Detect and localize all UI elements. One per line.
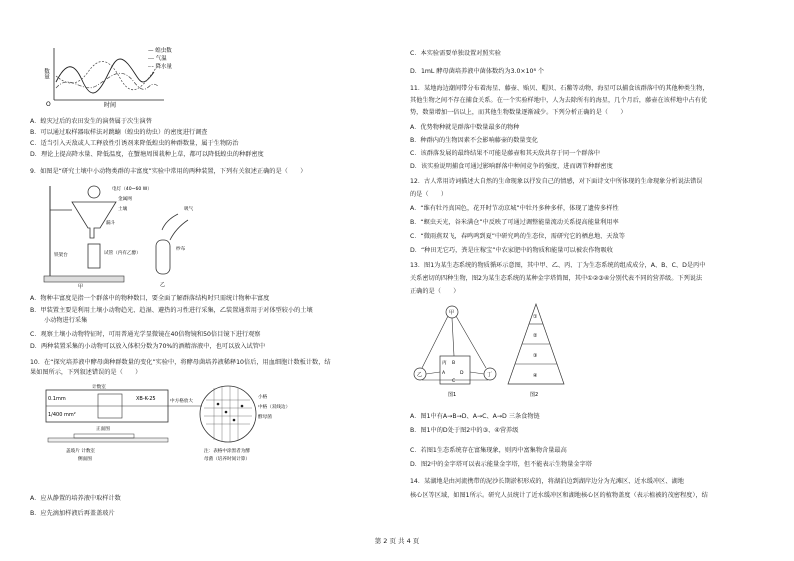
q11-option-a: A．优势物种就是群落中数量最多的物种 [410, 124, 520, 131]
pyramid-1: ① [533, 314, 538, 320]
node-ding: 丁 [487, 372, 493, 378]
q11-option-c: C．该群落发展的最终结果不可能是藤壶和其天敌共存于同一个群落中 [410, 150, 600, 157]
front-view-label: 正面图 [96, 427, 110, 432]
chart-ylabel: 数量 [43, 68, 49, 79]
label-gauze: 纱布 [176, 247, 186, 252]
inner-b: B [452, 361, 456, 366]
q9-stem: 9．如图是“研究土壤中小动物类群的丰富度”实验中常用的两种装置，下列有关叙述正确的是（ ） [30, 168, 307, 175]
label-lamp: 电灯（40~60 W） [112, 187, 152, 192]
q10-hemocytometer-figure [44, 380, 294, 466]
inner-a: A [442, 371, 446, 376]
q11-option-b: B．种群内的生物因素不会影响藤壶的数量变化 [410, 137, 538, 144]
q8-option-a: A．蝗灾过后的农田发生的演替属于次生演替 [30, 118, 152, 125]
label-mesh: 金属网 [118, 197, 132, 202]
q10-option-b: B．应先滴加样液后再盖盖玻片 [30, 510, 115, 517]
q8-line-chart [44, 42, 194, 108]
zoom-caption-1: 注：表格中涂黑者为酵 [204, 449, 250, 454]
label-stand: 铁架台 [54, 253, 68, 258]
node-yi: 乙 [417, 372, 423, 378]
caption-a: 甲 [78, 284, 84, 290]
q8-option-b: B．可以通过取样器取样法对跳蝻（蝗虫的幼虫）的密度进行调查 [30, 129, 208, 136]
q12-stem-1: 12．古人常用诗词描述大自然的生命现象以抒发自己的情感，对下面诗文中所体现的生命现象分析说法错误 [410, 178, 703, 185]
page-footer: 第 2 页 共 4 页 [374, 537, 420, 545]
q9-option-b-cont: 小动物进行采集 [44, 317, 88, 324]
q10-stem-cont: 果如图所示，下列叙述错误的是（ ） [30, 369, 142, 376]
label-soil: 土壤 [118, 207, 128, 212]
q10-option-a: A．应从静置的培养液中取样计数 [30, 495, 121, 502]
q13-stem-3: 正确的是（ ） [410, 288, 460, 295]
inner-d: D [460, 371, 464, 376]
zoom-label: 中方格放大 [170, 399, 193, 404]
q12-option-c: C．“微雨燕双飞，春鸣鸣到夏”中研究鸣的生态位，需研究它的栖息地、天敌等 [410, 233, 625, 240]
inner-c: C [452, 379, 456, 384]
caption-b: 乙 [160, 282, 166, 288]
q13-option-b: B．图1中的D处于图2中的③、④营养级 [410, 427, 519, 434]
q13-stem-2: 关系密切的四种生物，图2为某生态系统的某种金字塔简图，其中①②③④分别代表不同的营养级。下列说法 [410, 275, 703, 282]
q13-cycle-figure [412, 300, 592, 400]
q13-option-c: C．若图1生态系统存在富集现象，则丙中富集物含量最高 [410, 447, 567, 454]
q11-stem-3: 势，数量增加一倍以上，而其他生物数量逐渐减少。下列分析正确的是（ ） [410, 109, 627, 116]
q9-option-c: C．观察土壤小动物特征时，可用普通光学显微镜在40倍物镜和50倍目镜下进行观察 [30, 331, 261, 338]
q11-stem-1: 11．某地海边潮间带分布着海星、藤壶、贻贝、帽贝、石鳖等动物，海星可以捕食该群落中的其他种类生物， [410, 85, 709, 92]
board-depth: 0.1mm [48, 396, 66, 402]
label-medium-square: 中格（双线边） [258, 405, 291, 410]
temperature-curve [56, 61, 156, 89]
pyramid-3: ③ [533, 353, 538, 359]
legend-locust: — 蝗虫数 [148, 48, 172, 54]
label-small-square: 小格 [258, 395, 268, 400]
label-tube: 试管（内有乙醇） [104, 251, 141, 256]
q13-option-a: A．图1中有A→B→D、A→C、A→D 三条食物链 [410, 413, 540, 420]
label-funnel: 漏斗 [106, 221, 116, 226]
label-yeast: 酵母菌 [258, 415, 272, 420]
q13-stem-1: 13．图1为某生态系统的物质循环示意图，其中甲、乙、丙、丁为生态系统的组成成分，A、B、C、D是丙中 [410, 262, 706, 269]
board-model: XB-K-25 [136, 396, 156, 402]
fig2-caption: 图2 [530, 392, 539, 398]
q12-option-d: D．“种田无它巧，粪是庄稼宝”中农家肥中的物质和能量可以被农作物吸收 [410, 247, 613, 254]
q9-apparatus-figure [44, 180, 204, 288]
q13-option-d: D．图2中的金字塔可以表示能量金字塔，但不能表示生物量金字塔 [410, 461, 592, 468]
q12-option-a: A．“维有牡丹真国色，花开时节动京城”中牡丹多种多样，体现了遗传多样性 [410, 205, 619, 212]
q8-option-c: C．适当引入天敌或人工释放性引诱剂来降低蝗虫的种群数量，属于生物防治 [30, 140, 239, 147]
pyramid-2: ② [533, 333, 538, 339]
pyramid-4: ④ [533, 373, 538, 379]
side-caption-2: 侧面图 [78, 457, 92, 462]
q14-stem-2: 核心区等区域，如图1所示。研究人员统计了近水缓冲区和湖地核心区的植物盖度（表示植被的茂密程度），结 [410, 492, 708, 499]
label-suction: 吸气 [184, 207, 194, 212]
board-area: 1/400 mm² [48, 412, 76, 418]
board-label: 计数室 [92, 385, 106, 390]
chart-origin: O [46, 101, 51, 108]
q9-option-a: A．物种丰富度是指一个群落中的物种数目，要全面了解群落结构时只需统计物种丰富度 [30, 295, 270, 302]
q12-option-b: B．“螟虫天光，谷米满仓”中反映了可通过调整能量流动关系提高能量利用率 [410, 219, 619, 226]
fig1-caption: 图1 [448, 392, 457, 398]
q14-stem-1: 14．某湖地是由河流携带的泥沙长期淤积形成的，将湖泊边到湖岸边分为光滩区、近水缓冲区、湖地 [410, 478, 684, 485]
q12-stem-2: 的是（ ） [410, 191, 448, 198]
q8-option-d: D．理论上提高降水量、降低温度，在蟹塘周围栽种上草，都可以降低蝗虫的种群密度 [30, 151, 264, 158]
node-jia: 甲 [449, 310, 455, 316]
node-bing: 丙 [442, 361, 447, 366]
legend-rainfall: -·- 降水量 [148, 64, 172, 70]
side-caption-1: 盖玻片 计数室 [66, 449, 96, 454]
zoom-caption-2: 母菌（培养时间计算） [204, 457, 250, 462]
legend-temperature: --- 气温 [148, 56, 167, 62]
q10-option-c: C．本实验需要单独设置对照实验 [410, 50, 501, 57]
chart-xlabel: 时间 [104, 102, 117, 109]
q10-option-d: D．1mL 酵母菌培养液中菌体数约为3.0×10⁸ 个 [410, 68, 545, 75]
q9-option-d: D．两种装置采集的小动物可以放入体积分数为70%的酒精溶液中，也可以放入试管中 [30, 343, 266, 350]
energy-pyramid [508, 304, 564, 384]
q9-option-b: B．甲装置主要是利用土壤小动物趋光、趋湿、避热的习性进行采集，乙装置通常用于对体型较小的土壤 [30, 307, 313, 314]
q10-stem: 10．在“探究培养液中酵母菌种群数量的变化”实验中，将酵母菌培养液稀释10倍后，用血细胞计数板计数，结 [30, 359, 331, 366]
q11-stem-2: 其他生物之间不存在捕食关系。在一个实验样地中，人为去除所有的海星，几个月后，藤壶在该样地中占有优 [410, 97, 707, 104]
q11-option-d: D．该实验说明捕食可通过影响群落中种间竞争的强度，进而调节种群密度 [410, 163, 613, 170]
